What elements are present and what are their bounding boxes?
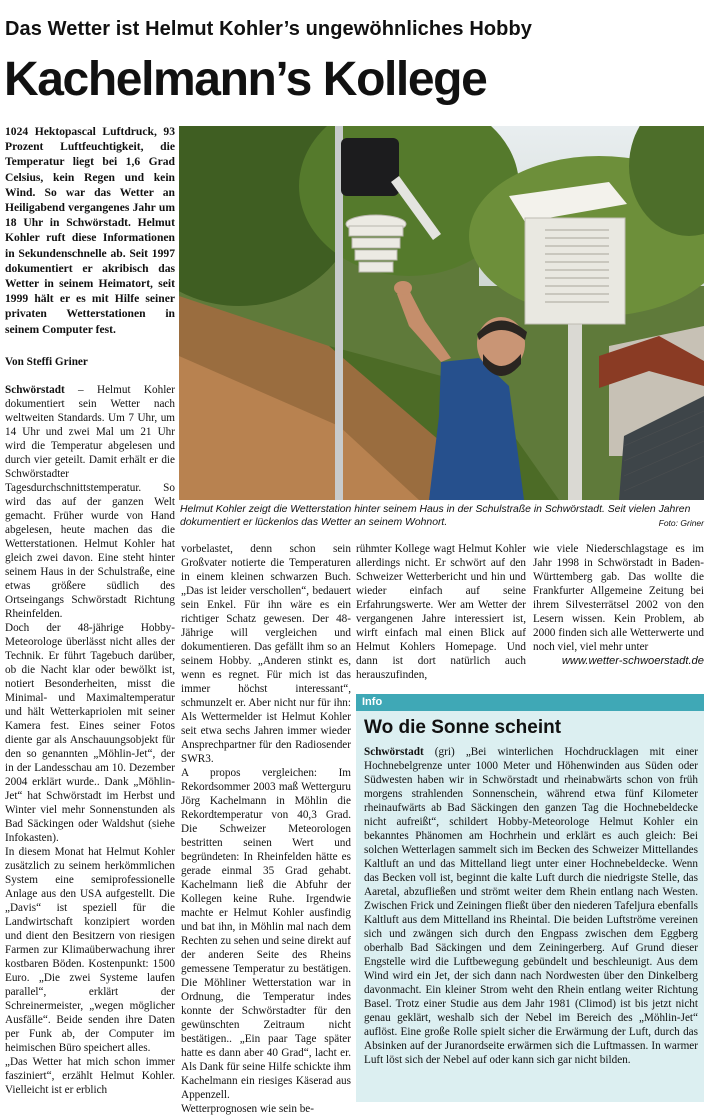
column-1 (5, 124, 175, 1097)
byline: Von Steffi Griner (5, 355, 88, 368)
kicker: Das Wetter ist Helmut Kohler’s ungewöhnliches Hobby (5, 18, 533, 40)
info-text (364, 745, 698, 1067)
paragraph: „Das Wetter hat mich schon immer fasziniert“, erzählt Helmut Kohler. Vielleicht ist er erblich (5, 1055, 175, 1096)
headline: Kachelmann’s Kollege (4, 53, 487, 106)
website-url: www.wetter-schwoerstadt.de (561, 655, 704, 667)
paragraph: Doch der 48-jährige Hobby-Meteorologe überlässt nicht alles der Technik. Er führt Tagebuch darüber, ob die Nacht klar oder bewölkt ist, notiert Besonderheiten, misst die Minimal- und Maximaltemperatur und hält Wetterkapriolen mit seiner Kamera fest. Eines seiner Fotos diente gar als Anschauungsobjekt für den so genannten „Möhlin-Jet“, der in der Landesschau am 10. Dezember 2004 erklärt wurde.. Dank „Möhlin-Jet“ hat Schwörstadt im Herbst und Winter viel mehr Sonnenstunden als Bad Säckingen oder Waldshut (siehe Infokasten). (5, 621, 175, 844)
paragraph: A propos vergleichen: Im Rekordsommer 2003 maß Wetterguru Jörg Kachelmann in Möhlin die Rekordtemperatur von 40,3 Grad. Die Schweizer Meteorologen bestritten seinen Wert und begründeten: In Rheinfelden hätte es gerade einmal 35 Grad gehabt. Kachelmann ließ die Abfuhr der Kollegen keine Ruhe. Irgendwie machte er Helmut Kohler ausfindig und bat ihn, in Möhlin mal nach dem Rechten zu sehen und seine direkt auf der anderen Seite des Rheins gemessene Temperatur zu bestätigen. Die Möhliner Wetterstation war in Ordnung, die Temperatur indes konnte der Schwörstadter für den gewünschten Zeitraum nicht bestätigen.. „Ein paar Tage später hatte es dann aber 40 Grad“, lacht er. Als Dank für seine Hilfe schickte ihm Kachelmann ein riesiges Käserad aus Appenzell. (181, 767, 351, 1101)
paragraph: vorbelastet, denn schon sein Großvater notierte die Temperaturen in einem kleinen schwarzen Buch. „Das ist leider verschollen“, bedauert sein Enkel. Für ihn wäre es ein richtiger Schatz gewesen. Der 48-Jährige will vergleichen und dokumentieren. Das gefällt ihm so an seinem Hobby. „Anderen stinkt es, wenn es regnet. Für mich ist das immer höchst interessant“, schmunzelt er. Aber nicht nur für ihn: Als Wettermelder ist Helmut Kohler seit etwa sechs Jahren immer wieder Ansprechpartner für den Radiosender SWR3. (181, 543, 351, 765)
lead-paragraph: 1024 Hektopascal Luftdruck, 93 Prozent Luftfeuchtigkeit, die Temperatur liegt bei 1,6 Grad Celsius, kein Regen und kein Wind. So war das Wetter an Heiligabend vergangenes Jahr um 18 Uhr in Schwörstadt. Helmut Kohler ruft diese Informationen in Sekundenschnelle ab. Seit 1997 dokumentiert er akribisch das Wetter in seinem Heimatort, seit 1999 hält er es mit Hilfe seiner privaten Wetterstationen in seinem Computer fest. (5, 125, 175, 336)
photo-caption: Helmut Kohler zeigt die Wetterstation hinter seinem Haus in der Schulstraße in Schwörstadt. Seit vielen Jahren dokumentiert er lückenlos das Wetter an seinem Wohnort. (180, 504, 691, 528)
paragraph: wie viele Niederschlagstage es im Jahr 1998 in Schwörstadt in Baden-Württemberg gab. Das wollte die Frankfurter Allgemeine Zeitung bei ihrem Silvesterrätsel 2002 von den Lesern wissen. Kein Problem, ab 2000 finden sich alle Wetterwerte und noch viel, viel mehr unter (533, 543, 704, 653)
info-box (356, 694, 704, 1102)
paragraph: rühmter Kollege wagt Helmut Kohler allerdings nicht. Er schwört auf den Schweizer Wetterbericht und hin und wieder einfach auf seine Erfahrungswerte. Wer am Wetter der vergangenen Jahre interessiert ist, wirft einfach mal einen Blick auf Helmut Kohlers Homepage. Und dann ist dort natürlich auch herauszufinden, (356, 543, 526, 681)
photo-credit: Foto: Griner (658, 518, 704, 528)
column-2 (181, 542, 351, 1116)
info-body: (gri) „Bei winterlichen Hochdrucklagen mit einer Hochnebelgrenze unter 1000 Meter und Höhenwinden aus Süden oder Südwesten haben wir in Schwörstadt und rheinabwärts schon von früh morgens strahlenden Sonnenschein, während etwa fünf Kilometer rheinaufwärts ab Bad Säckingen den ganzen Tag die Hochnebeldecke nicht aufreißt“, schildert Hobby-Meteorologe Helmut Kohler ein bekanntes Phänomen am Hochrhein und erklärt es auch gleich: Bei solchen Wetterlagen sammelt sich im Becken des Schweizer Mittellandes Kaltluft an und das Mittelland liegt unter einer Hochnebeldecke. Wenn das Becken voll ist, beginnt die kalte Luft durch die niedrigste Stelle, das Aaretal, abzufließen und strömt weiter dem Rhein entlang nach Westen. Zwischen Frick und Zeiningen fließt über den niederen Tafeljura ebenfalls Kaltluft aus dem Mittelland ins Rheintal. Die beiden Luftströme vereinen sich und zwängen sich durch den Engpass zwischen dem Eggberg oberhalb Bad Säckingen und dem Zeiningerberg. Auf Grund dieser Engstelle wird die Luftbewegung gebündelt und beschleunigt. Aus dem Wind wird ein Jet, der sich dann nach Nordwesten über den Dinkelberg davonmacht. Ein kleiner Strom weht den Rhein entlang weiter Richtung Basel. Trotz einer Studie aus dem Jahr 1981 (Climod) ist bis jetzt nicht genau geklärt, weshalb sich der Nebel im Bereich des „Möhlin-Jet“ auflöst. Eine große Rolle spielt sicher die Erwärmung der Luft, durch das Absinken auf der Juranordseite erwärmen sich die Luftmassen. In warmer Luft löst sich der Nebel auf oder kann sich gar nicht bilden. (364, 746, 698, 1066)
dateline: Schwörstadt (5, 383, 65, 396)
info-dateline: Schwörstadt (364, 746, 424, 758)
column-3 (356, 542, 526, 682)
weather-station-photo (179, 126, 704, 500)
info-label: Info (356, 694, 704, 711)
paragraph: Wetterprognosen wie sein be- (181, 1103, 314, 1115)
paragraph (5, 383, 175, 621)
paragraph: In diesem Monat hat Helmut Kohler zusätzlich zu seinem herkömmlichen System eine semiprofessionelle Anlage aus den USA aufgestellt. Die „Davis“ ist speziell für die Landwirtschaft konzipiert worden und dient den Besitzern von riesigen Farmen zur Klimaüberwachung ihrer kostbaren Böden. Kostenpunkt: 1500 Euro. „Die zwei Systeme laufen parallel“, erklärt der Schreinermeister, „wegen möglicher Ausfälle“. Beide senden ihre Daten per Funk ab, der Computer im heimischen Büro speichert alles. (5, 845, 175, 1054)
info-title: Wo die Sonne scheint (364, 717, 562, 738)
paragraph-text: – Helmut Kohler dokumentiert sein Wetter nach weltweiten Standards. Um 7 Uhr, um 14 Uhr und zwei Mal um 21 Uhr wird die Temperatur abgelesen und durch vier geteilt. Damit erhält er die Schwörstadter Tagesdurchschnittstemperatur. So wird das auf der ganzen Welt gemacht. Früher wurde von Hand abgelesen, heute machen das die Wetterstationen. Helmut Kohler hat gleich zwei davon. Eine steht hinter seinem Haus in der Schulstraße, eine etwas größere südlich des Ortseingangs Schwörstadt Richtung Rheinfelden. (5, 383, 175, 620)
column-4 (533, 542, 704, 668)
